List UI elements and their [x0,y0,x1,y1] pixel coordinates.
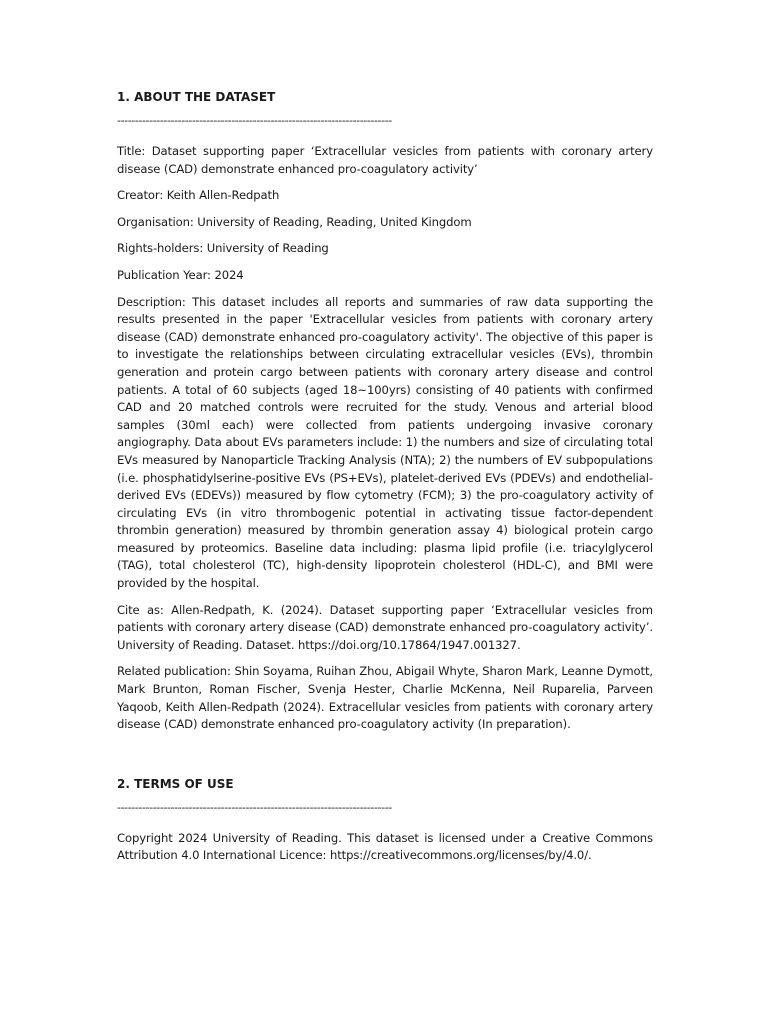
section-heading-terms: 2. TERMS OF USE [117,776,234,791]
section-divider: ----------------------------------------------------------------------------- [117,114,392,127]
copyright-licence: Copyright 2024 University of Reading. This dataset is licensed under a Creative Commons Attribution 4.0 International Licence: https://creativecommons.org/licenses/by/4.0/. [117,830,653,863]
dataset-creator: Creator: Keith Allen-Redpath [117,188,280,203]
dataset-organisation: Organisation: University of Reading, Reading, United Kingdom [117,214,472,229]
dataset-publication-year: Publication Year: 2024 [117,267,244,282]
document-page [117,88,653,874]
dataset-rights-holders: Rights-holders: University of Reading [117,241,329,256]
section-about-dataset [117,88,653,734]
section-divider: ----------------------------------------------------------------------------- [117,800,392,814]
related-publication: Related publication: Shin Soyama, Ruihan Zhou, Abigail Whyte, Sharon Mark, Leanne Dymott, Mark Brunton, Roman Fischer, Svenja Hester, Charlie McKenna, Neil Ruparelia, Parveen Yaqoob, Keith Allen-Redpath (2024). Extracellular vesicles from patients with coronary artery disease (CAD) demonstrate enhanced pro-coagulatory activity (In preparation). [117,664,653,732]
section-spacer [117,743,653,775]
section-terms-of-use [117,775,653,865]
dataset-title: Title: Dataset supporting paper ‘Extracellular vesicles from patients with coronary artery disease (CAD) demonstrate enhanced pro-coagulatory activity’ [117,144,653,176]
dataset-citation: Cite as: Allen-Redpath, K. (2024). Dataset supporting paper ‘Extracellular vesicles from patients with coronary artery disease (CAD) demonstrate enhanced pro-coagulatory activity’. University of Reading. Dataset. https://doi.org/10.17864/1947.001327. [117,602,653,652]
section-heading-about: 1. ABOUT THE DATASET [117,90,276,104]
dataset-description: Description: This dataset includes all reports and summaries of raw data supporting the results presented in the paper 'Extracellular vesicles from patients with coronary artery disease (CAD) demonstrate enhanced pro-coagulatory activity'. The objective of this paper is to investigate the relationships between circulating extracellular vesicles (EVs), thrombin generation and protein cargo between patients with coronary artery disease and control patients. A total of 60 subjects (aged 18~100yrs) consisting of 40 patients with confirmed CAD and 20 matched controls were recruited for the study. Venous and arterial blood samples (30ml each) were collected from patients undergoing invasive coronary angiography. Data about EVs parameters include: 1) the numbers and size of circulating total EVs measured by Nanoparticle Tracking Analysis (NTA); 2) the numbers of EV subpopulations (i.e. phosphatidylserine-positive EVs (PS+EVs), platelet-derived EVs (PDEVs) and endothelial-derived EVs (EDEVs)) measured by flow cytometry (FCM); 3) the pro-coagulatory activity of circulating EVs (in vitro thrombogenic potential in activating tissue factor-dependent thrombin generation) measured by thrombin generation assay 4) biological protein cargo measured by proteomics. Baseline data including: plasma lipid profile (i.e. triacylglycerol (TAG), total cholesterol (TC), high-density lipoprotein cholesterol (HDL-C), and BMI were provided by the hospital. [117,294,653,591]
